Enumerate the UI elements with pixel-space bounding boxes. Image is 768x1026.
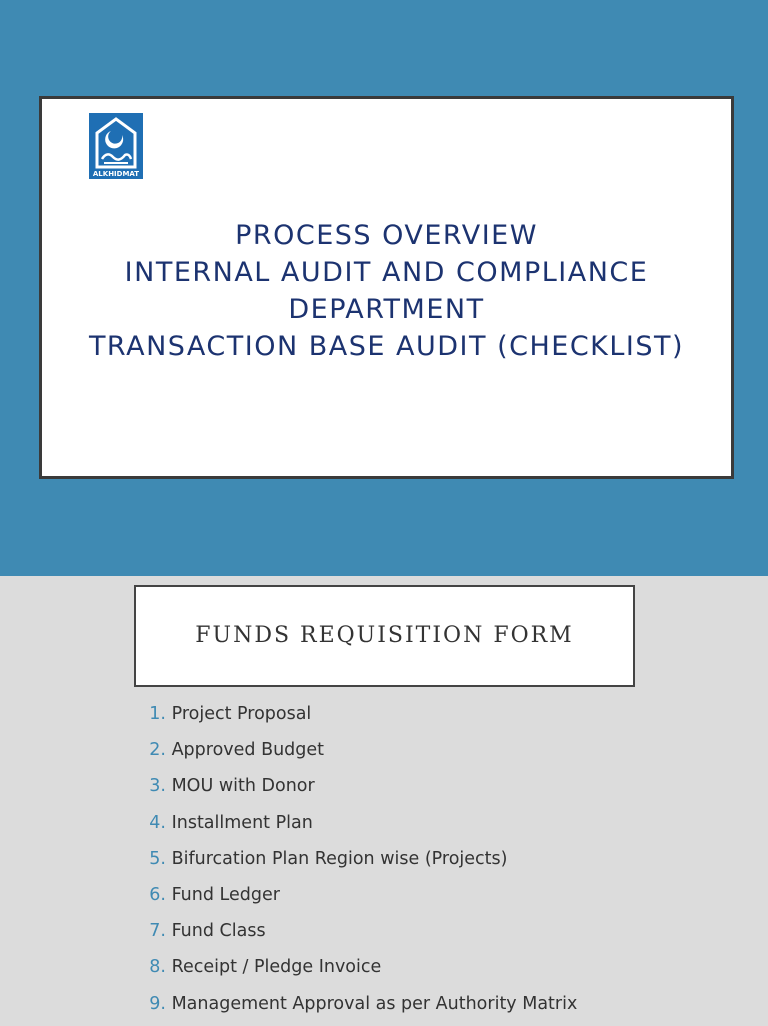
list-number: 7. — [149, 921, 166, 942]
list-item — [138, 845, 658, 881]
alkhidmat-logo — [89, 113, 143, 179]
list-item — [138, 881, 658, 917]
list-item — [138, 953, 658, 989]
list-text: Bifurcation Plan Region wise (Projects) — [171, 848, 508, 869]
list-item — [138, 809, 658, 845]
list-number: 8. — [149, 957, 166, 978]
list-text: Project Proposal — [171, 704, 312, 724]
list-item — [138, 917, 658, 953]
list-item — [138, 700, 658, 736]
title-line: INTERNAL AUDIT AND COMPLIANCE — [124, 257, 649, 288]
list-item — [138, 990, 658, 1026]
section-heading: FUNDS REQUISITION FORM — [195, 623, 574, 648]
list-text: MOU with Donor — [171, 776, 315, 797]
list-number: 3. — [149, 776, 166, 797]
list-text: Receipt / Pledge Invoice — [171, 957, 382, 978]
checklist — [138, 700, 658, 1026]
list-text: Fund Ledger — [171, 884, 280, 905]
logo-caption: ALKHIDMAT — [92, 170, 140, 178]
title-line: PROCESS OVERVIEW — [235, 220, 538, 251]
page-title — [42, 217, 731, 365]
title-box — [39, 96, 734, 479]
list-text: Approved Budget — [171, 740, 325, 761]
list-text: Management Approval as per Authority Matrix — [171, 993, 578, 1014]
list-number: 9. — [149, 993, 166, 1014]
list-item — [138, 772, 658, 808]
checklist-slide — [0, 576, 768, 1024]
list-number: 6. — [149, 884, 166, 905]
list-number: 1. — [149, 704, 166, 724]
list-number: 2. — [149, 740, 166, 761]
list-text: Fund Class — [171, 921, 266, 942]
title-line: TRANSACTION BASE AUDIT (CHECKLIST) — [88, 331, 685, 362]
title-line: DEPARTMENT — [288, 294, 485, 325]
section-heading-box — [134, 585, 635, 687]
list-number: 5. — [149, 848, 166, 869]
list-item — [138, 736, 658, 772]
list-number: 4. — [149, 812, 166, 833]
list-text: Installment Plan — [171, 812, 313, 833]
